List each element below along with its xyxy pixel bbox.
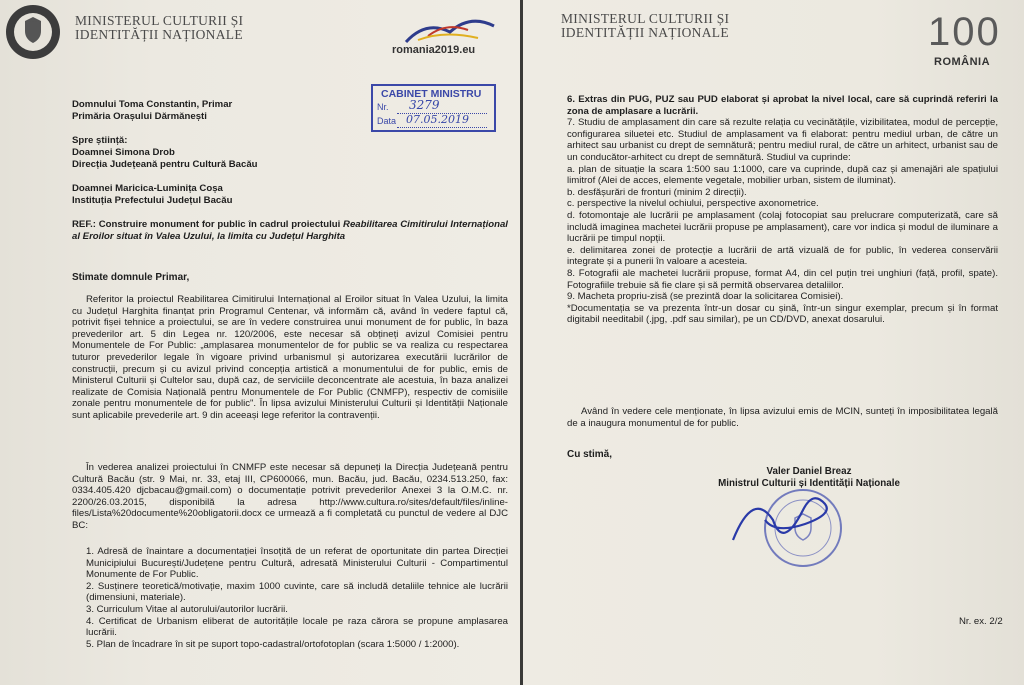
- ministry-header: [75, 14, 243, 42]
- page-number: Nr. ex. 2/2: [959, 616, 1003, 627]
- romania2019-logo: [388, 18, 506, 60]
- requirements-list-2: [567, 94, 998, 326]
- ministry-name-line2: IDENTITĂȚII NAȚIONALE: [75, 27, 243, 42]
- romania-centenary-logo: [926, 10, 1012, 74]
- salutation: Stimate domnule Primar,: [72, 272, 190, 283]
- stamp-date-value: 07.05.2019: [406, 113, 469, 126]
- list-item: 8. Fotografii ale machetei lucrării propuse, format A4, din cel puțin trei unghiuri (față, profil, spate). Fotografiile trebuie să fie clare și să permită observarea detaliilor.: [567, 267, 998, 291]
- cc-name: Doamnei Simona Drob: [72, 147, 175, 158]
- addressee-line: Primăria Orașului Dărmănești: [72, 111, 207, 122]
- list-item: 2. Susținere teoretică/motivație, maxim 1000 cuvinte, care să includă detaliile tehnice ale lucrării (dimensiuni, materiale).: [86, 580, 508, 604]
- letter-page-2: [523, 0, 1024, 685]
- list-item: d. fotomontaje ale lucrării pe amplasament (colaj fotocopiat sau prelucrare computerizată, care să includă imaginea machetei lucrării propuse pe amplasament), care vor indica și modul de iluminare a lucrării pe timpul nopții.: [567, 209, 998, 245]
- ref-project-name-cont: Internațional al Eroilor situat în Valea Uzului, la limita cu Județul Harghita: [72, 219, 508, 242]
- list-item: 1. Adresă de înaintare a documentației însoțită de un referat de oportunitate din partea Direcției Municipiului București/Județene pentru Cultură, adresată Ministerului Culturii - Compartimentul Monumente de For Public.: [86, 546, 508, 581]
- list-item: 4. Certificat de Urbanism eliberat de autoritățile locale pe raza cărora se propune amplasarea lucrării.: [86, 615, 508, 639]
- registration-stamp: [371, 84, 496, 132]
- addressee-block: [72, 99, 232, 123]
- stamp-nr-value: 3279: [409, 98, 440, 112]
- sign-off: Cu stimă,: [567, 449, 613, 460]
- reference-line: [72, 219, 508, 243]
- ministry-name-line2: IDENTITĂȚII NAȚIONALE: [561, 25, 729, 40]
- stamp-nr-label: Nr.: [377, 102, 389, 112]
- ref-project-name: Reabilitarea Cimitirului: [343, 219, 448, 230]
- ministry-name-line1: MINISTERUL CULTURII ȘI: [561, 11, 730, 26]
- body-paragraph-2: În vederea analizei proiectului în CNMFP este necesar să depuneți la Direcția Județeană pentru Cultură Bacău (str. 9 Mai, nr. 33, etaj III, CP600066, mun. Bacău, jud. Bacău, 0234.513.250, fax: 0334.405.420 djcbacau@gmail.com) o documentație potrivit prevederilor Anexei 3 la O.M.C. nr. 2200/26.03.2015, disponibilă la adresa http://www.cultura.ro/sites/default/files/inline-files/Lista%20documente%20obligatorii.docx ce urmează a fi completată cu punctul de vedere al DJC BC:: [72, 462, 508, 531]
- ref-text: Construire monument for public în cadrul proiectului: [95, 219, 344, 230]
- list-item: 9. Macheta propriu-zisă (se prezintă doar la solicitarea Comisiei).: [567, 291, 844, 303]
- ministry-header: [561, 12, 729, 40]
- list-item: b. desfășurări de fronturi (minim 2 direcții).: [567, 186, 747, 198]
- romania2019-label: romania2019.eu: [392, 44, 476, 56]
- list-item: 3. Curriculum Vitae al autorului/autorilor lucrării.: [86, 603, 288, 615]
- list-item: 7. Studiu de amplasament din care să rezulte relația cu vecinătățile, vizibilitatea, modul de percepție, configurarea siluetei etc. Studiul de amplasament va fi elaborat: pentru mediul urban, de către un arhitect sau urbanist cu drept de semnătură; pentru mediul rural, de către un arhitect, urbanist sau de un conducător-arhitect cu drept de semnătură. Studiul va cuprinde:: [567, 117, 998, 163]
- government-seal: [4, 3, 62, 61]
- signatory-title: Ministrul Culturii și Identității Naționale: [718, 478, 900, 489]
- list-item: 5. Plan de încadrare în sit pe suport topo-cadastral/ortofotoplan (scara 1:5000 / 1:2000).: [86, 638, 460, 650]
- body-paragraph-1: Referitor la proiectul Reabilitarea Cimitirului Internațional al Eroilor situat în Valea Uzului, la limita cu Județul Harghita finanțat prin Programul Centenar, vă informăm că, având în vedere faptul că, potrivit fișei tehnice a proiectului, se are în vedere construirea unui monument de for public, în baza prevederilor art. 5 din Legea nr. 120/2006, este necesar să obțineți avizul Comisiei pentru Monumentele de For Public: „amplasarea monumentelor de for public se va realiza cu respectarea tuturor prevederilor legale în vigoare privind urbanismul și autorizarea executării lucrărilor de construcții, precum și cu avizul privind concepția artistică a monumentului de for public, emis de Ministerul Culturii și Cultelor sau, după caz, de serviciile deconcentrate ale acestuia, în baza analizei realizate de Comisia Națională pentru Monumentele de For Public (CNMFP), respectiv de comisiile zonale pentru monumentele de for public". În lipsa avizului Ministerului Culturii și Identității Naționale sunt aplicabile prevederile art. 9 din aceeași lege referitor la contravenții.: [72, 294, 508, 421]
- cc-name: Doamnei Maricica-Luminița Coșa: [72, 183, 223, 194]
- stamp-date-label: Data: [377, 116, 397, 126]
- centenary-word: ROMÂNIA: [934, 56, 991, 68]
- list-item: a. plan de situație la scara 1:500 sau 1:1000, care va cuprinde, după caz și amenajări ale spațiului limitrof (Alei de acces, elemente vegetale, mobilier urban, sistem de iluminat).: [567, 163, 998, 187]
- cc-label: Spre știință:: [72, 135, 128, 146]
- cc-institution: Instituția Prefectului Județul Bacău: [72, 195, 233, 206]
- list-item: *Documentația se va prezenta într-un dosar cu șină, într-un singur exemplar, precum și în format digitabil needitabil (.jpg, .pdf sau similar), pe un CD/DVD, anexat dosarului.: [567, 302, 998, 326]
- ministry-name-line1: MINISTERUL CULTURII ȘI: [75, 13, 244, 28]
- cc-institution: Direcția Județeană pentru Cultură Bacău: [72, 159, 258, 170]
- list-item: c. perspective la nivelul ochiului, perspective axonometrice.: [567, 198, 819, 210]
- cc-block: [72, 135, 258, 207]
- closing-paragraph: Având în vedere cele menționate, în lipsa avizului emis de MCIN, sunteți în imposibilitatea legală de a inaugura monumentul de for public.: [567, 406, 998, 429]
- list-item: e. delimitarea zonei de protecție a lucrării de artă vizuală de for public, în vederea conservării integrate și a punerii în valoare a acesteia.: [567, 244, 998, 268]
- centenary-number: 100: [928, 10, 1001, 54]
- signatory-name: Valer Daniel Breaz: [766, 466, 852, 477]
- list-item: 6. Extras din PUG, PUZ sau PUD elaborat și aprobat la nivel local, care să cuprindă referiri la zona de amplasare a lucrării.: [567, 94, 998, 117]
- stamp-title: CABINET MINISTRU: [381, 88, 482, 100]
- official-stamp-signature: [723, 480, 853, 570]
- addressee-line: Domnului Toma Constantin, Primar: [72, 99, 233, 110]
- requirements-list-1: [86, 546, 508, 650]
- ref-label: REF.:: [72, 219, 96, 230]
